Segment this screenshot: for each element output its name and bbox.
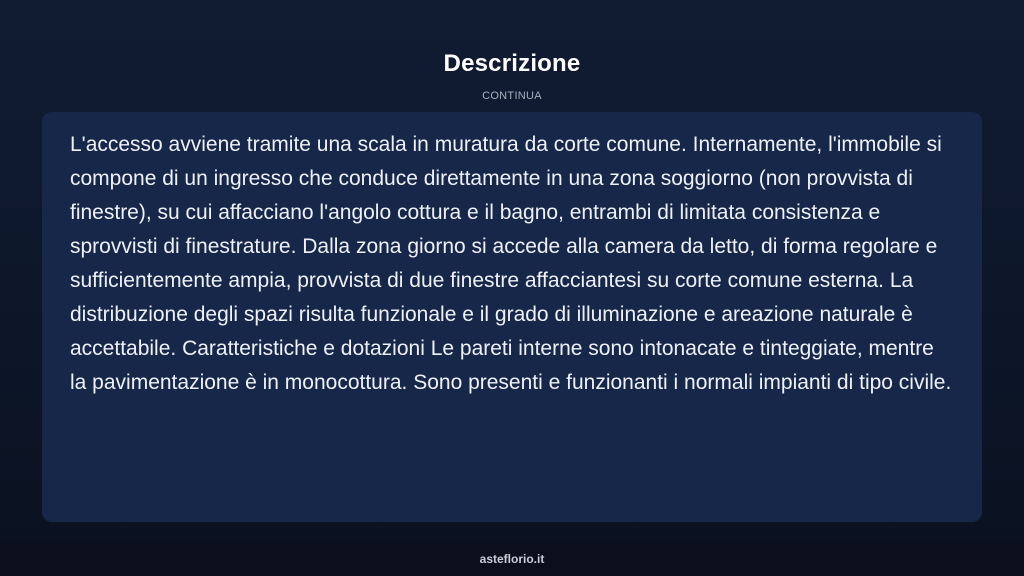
description-card bbox=[42, 112, 982, 522]
continue-label: CONTINUA bbox=[482, 90, 542, 102]
description-text: L'accesso avviene tramite una scala in muratura da corte comune. Internamente, l'immobile si compone di un ingresso che conduce direttamente in una zona soggiorno (non provvista di finestre), su cui affacciano l'angolo cottura e il bagno, entrambi di limitata consistenza e sprovvisti di finestrature. Dalla zona giorno si accede alla camera da letto, di forma regolare e sufficientemente ampia, provvista di due finestre affacciantesi su corte comune esterna. La distribuzione degli spazi risulta funzionale e il grado di illuminazione e areazione naturale è accettabile. Caratteristiche e dotazioni Le pareti interne sono intonacate e tinteggiate, mentre la pavimentazione è in monocottura. Sono presenti e funzionanti i normali impianti di tipo civile. bbox=[70, 133, 952, 394]
footer-site-link[interactable]: asteflorio.it bbox=[479, 552, 545, 566]
footer-bar bbox=[0, 543, 1024, 576]
page-title: Descrizione bbox=[443, 50, 581, 77]
